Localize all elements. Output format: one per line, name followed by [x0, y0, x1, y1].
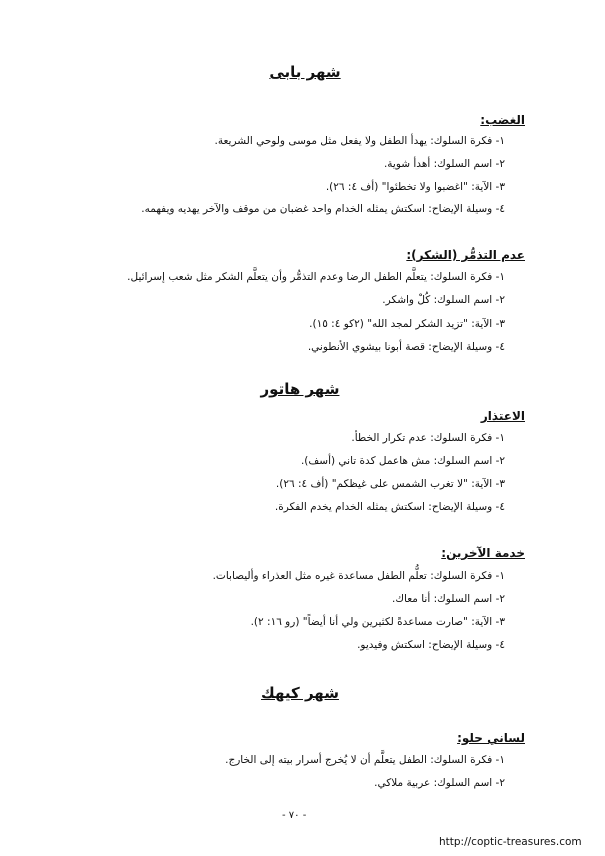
topic-line: ١- فكرة السلوك: يهدأ الطفل ولا يفعل مثل موسى ولوحي الشريعة.	[214, 135, 505, 147]
topic-title-thanks: عدم التذمُّر (الشكر):	[406, 248, 525, 262]
month-title-hator: شهر هاتور	[260, 380, 340, 398]
topic-line: ٣- الآية: "لا تغرب الشمس على غيظكم" (أف ٤: ٢٦).	[275, 478, 505, 490]
topic-line: ١- فكرة السلوك: عدم تكرار الخطأ.	[351, 432, 505, 444]
topic-line: ١- فكرة السلوك: يتعلَّم الطفل الرضا وعدم التذمُّر وأن يتعلَّم الشكر مثل شعب إسرائيل.	[127, 271, 505, 283]
topic-line: ١- فكرة السلوك: الطفل يتعلَّم أن لا يُخرج أسرار بيته إلى الخارج.	[225, 754, 505, 766]
topic-line: ٤- وسيلة الإيضاح: اسكتش يمثله الخدام يخدم الفكرة.	[274, 501, 505, 513]
month-title-kiahk: شهر كيهك	[261, 684, 339, 702]
topic-line: ٣- الآية: "تزيد الشكر لمجد الله" (٢كو ٤: ١٥).	[309, 318, 505, 330]
topic-line: ٤- وسيلة الإيضاح: قصة أبونا بيشوي الأنطوني.	[307, 341, 505, 353]
topic-line: ٣- الآية: "اغضبوا ولا تخطئوا" (أف ٤: ٢٦).	[325, 181, 505, 193]
topic-line: ٤- وسيلة الإيضاح: اسكتش وفيديو.	[357, 639, 505, 651]
topic-line: ٢- اسم السلوك: مش هاعمل كدة تاني (أسف).	[300, 455, 505, 467]
topic-line: ٣- الآية: "صارت مساعدةً لكثيرين ولي أنا أيضاً" (رو ١٦: ٢).	[250, 616, 505, 628]
topic-line: ٢- اسم السلوك: عربية ملاكي.	[374, 777, 505, 789]
topic-line: ١- فكرة السلوك: تعلُّم الطفل مساعدة غيره مثل العذراء وأليصابات.	[212, 570, 505, 582]
footer-url: http://coptic-treasures.com	[439, 836, 582, 848]
topic-line: ٢- اسم السلوك: كُلْ واشكر.	[382, 294, 505, 306]
topic-title-apology: الاعتذار	[480, 409, 525, 423]
topic-title-sweet-tongue: لساني حلو:	[457, 731, 525, 745]
page-number: - ٧٠ -	[282, 810, 307, 821]
topic-line: ٢- اسم السلوك: أنا معاك.	[392, 593, 505, 605]
topic-title-service: خدمة الآخرين:	[441, 546, 525, 560]
topic-line: ٤- وسيلة الإيضاح: اسكتش يمثله الخدام واحد غضبان من موقف والآخر يهديه ويفهمه.	[141, 203, 505, 215]
topic-line: ٢- اسم السلوك: أهدأ شوية.	[383, 158, 505, 170]
topic-title-anger: الغضب:	[480, 113, 525, 127]
month-title-babah: شهر بابى	[269, 63, 341, 81]
